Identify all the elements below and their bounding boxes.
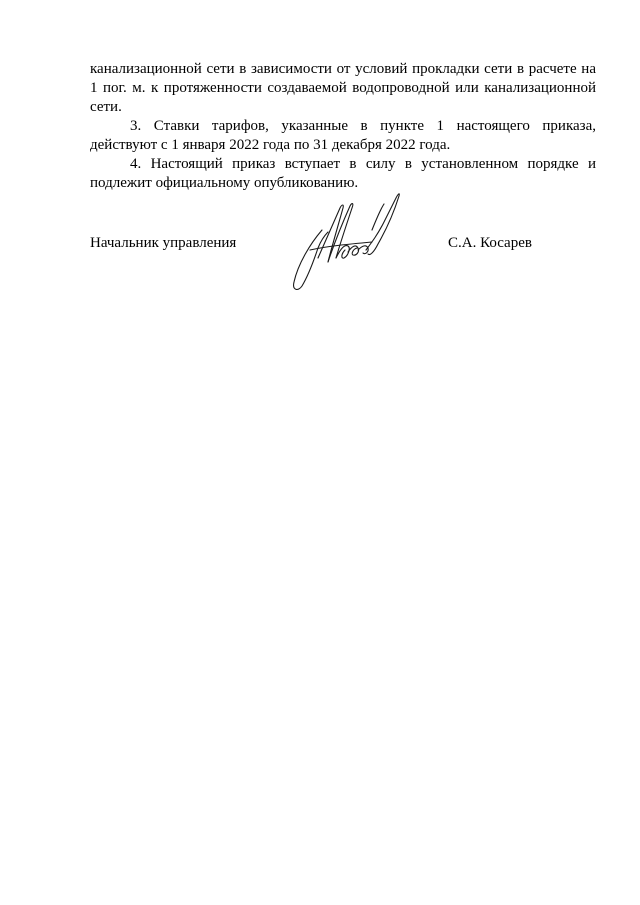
paragraph-item-4: 4. Настоящий приказ вступает в силу в установленном порядке и подлежит официальному опубликованию. — [90, 156, 596, 191]
paragraph-item-3: 3. Ставки тарифов, указанные в пункте 1 настоящего приказа, действуют с 1 января 2022 года по 31 декабря 2022 года. — [90, 118, 596, 153]
paragraph-continuation: канализационной сети в зависимости от условий прокладки сети в расчете на 1 пог. м. к протяженности создаваемой водопроводной или канализационной сети. — [90, 61, 596, 115]
signer-position-title: Начальник управления — [90, 235, 237, 251]
document-body — [90, 60, 596, 193]
signer-name: С.А. Косарев — [448, 235, 532, 251]
handwritten-signature-icon — [288, 186, 410, 294]
